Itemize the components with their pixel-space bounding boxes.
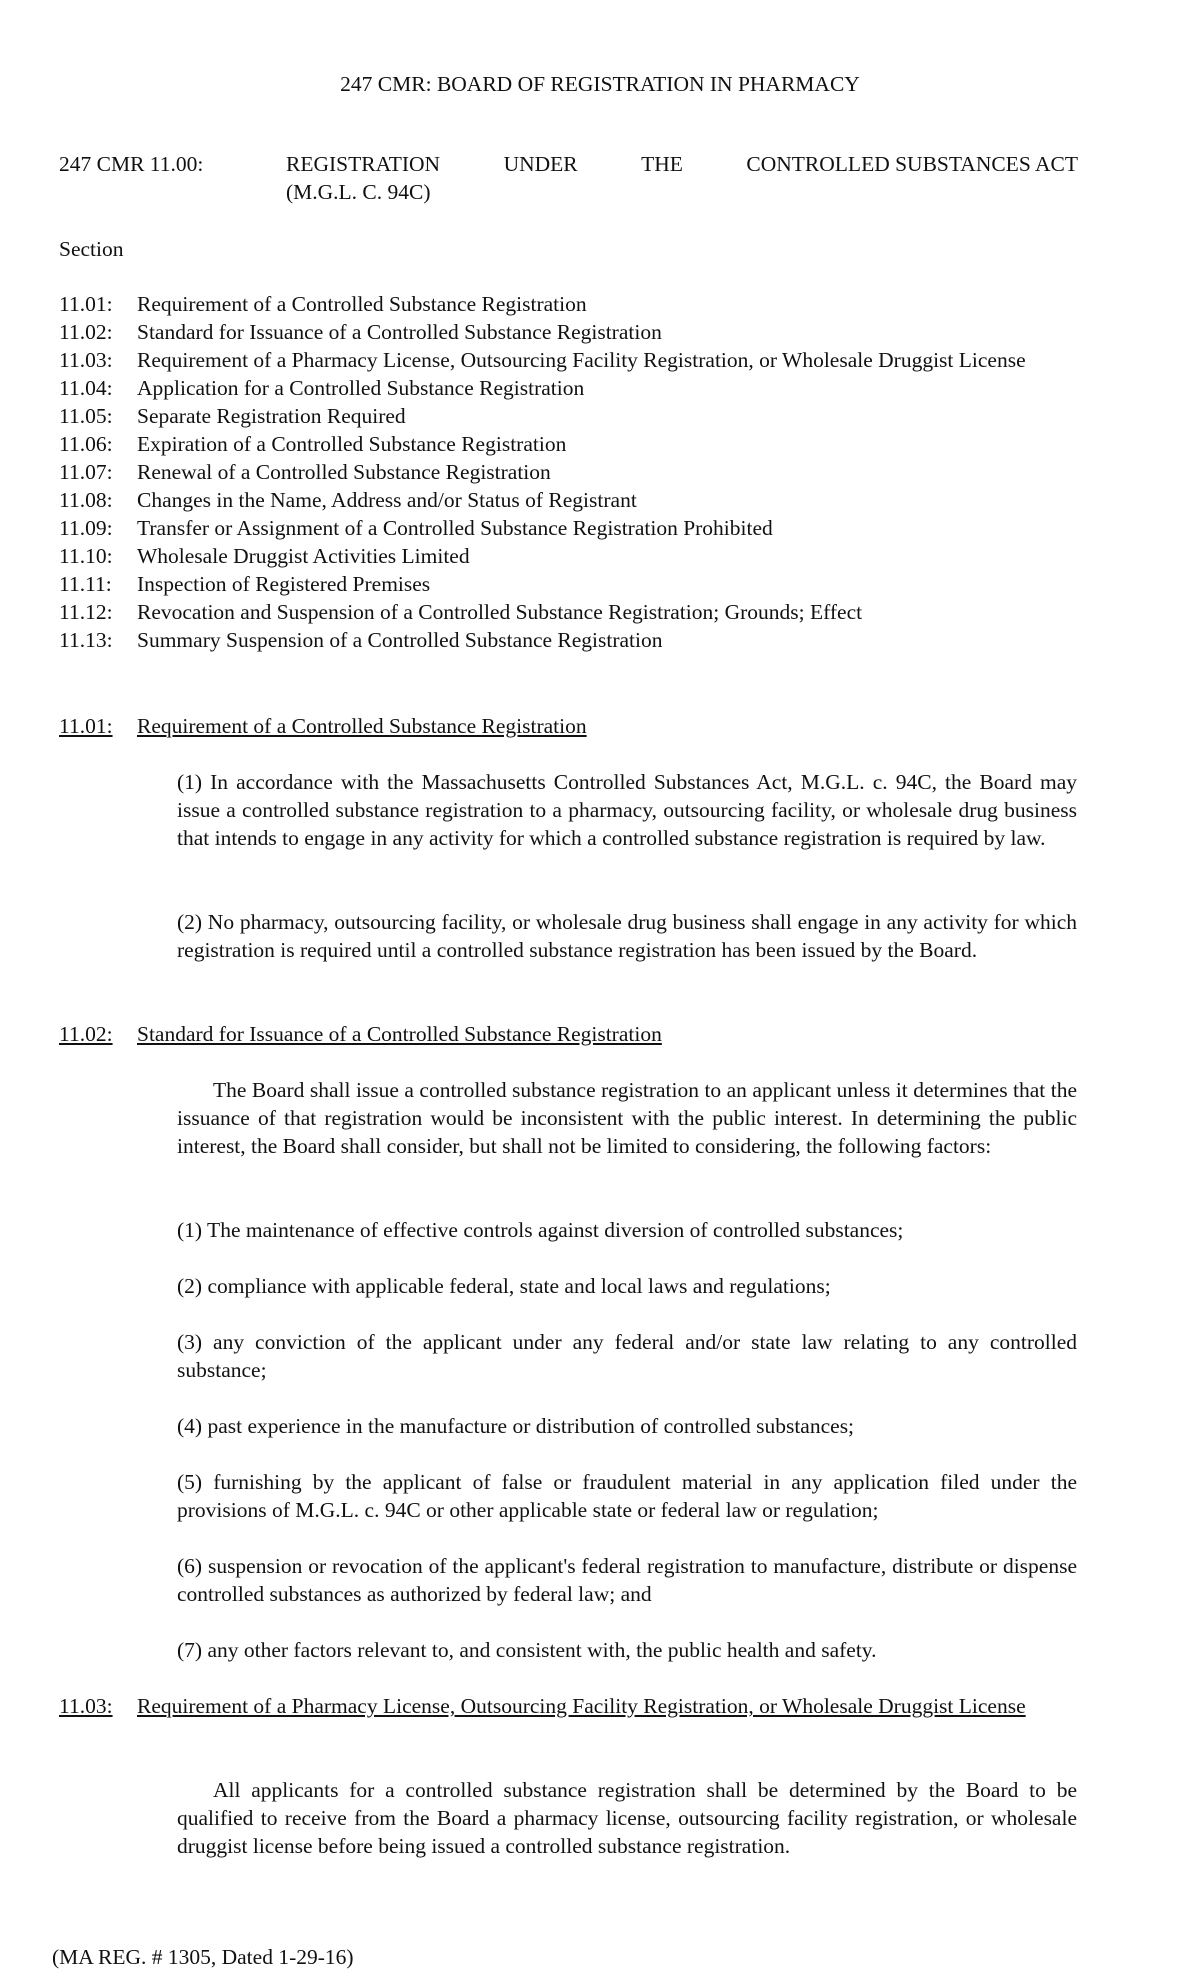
chapter-title-word: THE (641, 152, 683, 176)
chapter-title-word: REGISTRATION (286, 152, 441, 176)
factor-3: (3) any conviction of the applicant under any federal and/or state law relating to any controlled substance; (177, 1330, 1077, 1382)
toc-title: Revocation and Suspension of a Controlled Substance Registration; Grounds; Effect (137, 600, 863, 624)
section-heading-1101 (59, 712, 1079, 740)
toc-title: Summary Suspension of a Controlled Substance Registration (137, 628, 663, 652)
toc-number: 11.13: (59, 628, 113, 652)
factor-6: (6) suspension or revocation of the applicant's federal registration to manufacture, distribute or dispense controlled substances as authorized by federal law; and (177, 1554, 1077, 1606)
factor-5: (5) furnishing by the applicant of false or fraudulent material in any application filed under the provisions of M.G.L. c. 94C or other applicable state or federal law or regulation; (177, 1470, 1077, 1522)
toc-title: Transfer or Assignment of a Controlled Substance Registration Prohibited (137, 516, 773, 540)
chapter-title-word: CONTROLLED SUBSTANCES ACT (746, 152, 1078, 176)
toc-number: 11.06: (59, 432, 113, 456)
toc-title: Application for a Controlled Substance Registration (137, 376, 585, 400)
footer-register-citation: (MA REG. # 1305, Dated 1-29-16) (52, 1945, 354, 1969)
paragraph-1101-1: (1) In accordance with the Massachusetts Controlled Substances Act, M.G.L. c. 94C, the Board may issue a controlled substance registration to a pharmacy, outsourcing facility, or wholesale drug business that intends to engage in any activity for which a controlled substance registration is required by law. (177, 770, 1077, 850)
toc-title: Renewal of a Controlled Substance Registration (137, 460, 551, 484)
toc-item (59, 402, 1079, 430)
section-number: 11.01: (59, 714, 113, 738)
toc-item (59, 374, 1079, 402)
factor-7: (7) any other factors relevant to, and consistent with, the public health and safety. (177, 1638, 877, 1662)
toc-number: 11.10: (59, 544, 113, 568)
toc-item (59, 514, 1079, 542)
toc-number: 11.03: (59, 348, 113, 372)
running-header: 247 CMR: BOARD OF REGISTRATION IN PHARMACY (340, 72, 860, 96)
toc-title: Changes in the Name, Address and/or Status of Registrant (137, 488, 637, 512)
toc-number: 11.07: (59, 460, 113, 484)
toc-number: 11.01: (59, 292, 113, 316)
toc-title: Expiration of a Controlled Substance Registration (137, 432, 567, 456)
toc-item (59, 598, 1079, 626)
toc-title: Requirement of a Controlled Substance Registration (137, 292, 587, 316)
toc-number: 11.08: (59, 488, 113, 512)
toc-number: 11.02: (59, 320, 113, 344)
toc-item (59, 570, 1079, 598)
section-label: Section (59, 237, 124, 261)
toc-item (59, 458, 1079, 486)
chapter-title-line2: (M.G.L. C. 94C) (286, 180, 431, 204)
toc-item (59, 542, 1079, 570)
chapter-number: 247 CMR 11.00: (59, 152, 204, 176)
toc-item (59, 290, 1079, 318)
factor-1: (1) The maintenance of effective controls against diversion of controlled substances; (177, 1218, 904, 1242)
toc-item (59, 430, 1079, 458)
toc-number: 11.05: (59, 404, 113, 428)
chapter-title-word: UNDER (503, 152, 578, 176)
paragraph-1102-intro: The Board shall issue a controlled substance registration to an applicant unless it determines that the issuance of that registration would be inconsistent with the public interest. In determining the public interest, the Board shall consider, but shall not be limited to considering, the following factors: (177, 1078, 1077, 1158)
paragraph-1101-2: (2) No pharmacy, outsourcing facility, or wholesale drug business shall engage in any activity for which registration is required until a controlled substance registration has been issued by the Board. (177, 910, 1077, 962)
factor-2: (2) compliance with applicable federal, state and local laws and regulations; (177, 1274, 831, 1298)
toc-title: Requirement of a Pharmacy License, Outsourcing Facility Registration, or Wholesale Druggist License (137, 348, 1026, 372)
section-heading-1102 (59, 1020, 1079, 1048)
toc-number: 11.11: (59, 572, 112, 596)
section-title: Standard for Issuance of a Controlled Substance Registration (137, 1022, 662, 1046)
section-title: Requirement of a Controlled Substance Registration (137, 714, 587, 738)
section-title: Requirement of a Pharmacy License, Outsourcing Facility Registration, or Wholesale Druggist License (137, 1694, 1026, 1718)
toc-title: Inspection of Registered Premises (137, 572, 431, 596)
section-number: 11.03: (59, 1694, 113, 1718)
factor-4: (4) past experience in the manufacture or distribution of controlled substances; (177, 1414, 855, 1438)
section-heading-1103 (59, 1692, 1079, 1720)
paragraph-1103: All applicants for a controlled substance registration shall be determined by the Board to be qualified to receive from the Board a pharmacy license, outsourcing facility registration, or wholesale druggist license before being issued a controlled substance registration. (177, 1778, 1077, 1858)
toc-title: Separate Registration Required (137, 404, 406, 428)
toc-item (59, 486, 1079, 514)
table-of-contents (59, 290, 1079, 654)
toc-number: 11.12: (59, 600, 113, 624)
toc-title: Standard for Issuance of a Controlled Substance Registration (137, 320, 662, 344)
toc-title: Wholesale Druggist Activities Limited (137, 544, 470, 568)
toc-item (59, 318, 1079, 346)
toc-number: 11.09: (59, 516, 113, 540)
toc-item (59, 626, 1079, 654)
section-number: 11.02: (59, 1022, 113, 1046)
chapter-title (286, 150, 1078, 206)
toc-item (59, 346, 1079, 374)
toc-number: 11.04: (59, 376, 113, 400)
